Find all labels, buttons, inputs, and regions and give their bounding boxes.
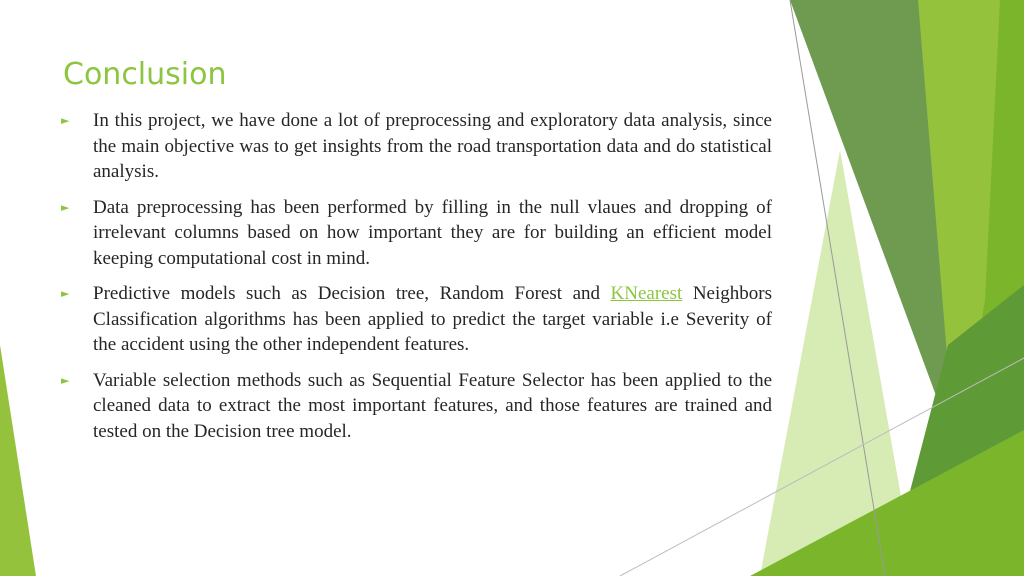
bullet-text: In this project, we have done a lot of preprocessing and exploratory data analysis, since the main objective was to get insights from the road transportation data and do statistical analysis. <box>93 110 772 182</box>
bullet-item-2 <box>58 195 772 272</box>
arrow-bullet-icon: ► <box>61 200 70 214</box>
arrow-bullet-icon: ► <box>61 114 70 127</box>
arrow-bullet-icon: ► <box>61 373 70 387</box>
left-edge-stripe <box>0 345 36 576</box>
slide-title: Conclusion <box>63 57 227 92</box>
bullet-text-before-link: Predictive models such as Decision tree, Random Forest and <box>93 283 611 304</box>
bullet-item-3 <box>58 281 772 358</box>
bullet-item-4 <box>58 368 772 445</box>
arrow-bullet-icon: ► <box>61 287 70 300</box>
bullet-text: Variable selection methods such as Sequential Feature Selector has been applied to the cleaned data to extract the most important features, and those features are trained and tested on the Decision tree model. <box>93 369 772 442</box>
bullet-list <box>58 108 772 454</box>
knearest-link[interactable]: KNearest <box>610 283 683 304</box>
bullet-text-after-link: Neighbors Classification algorithms has been applied to predict the target variable i.e Severity of the accident using the other independent features. <box>93 283 772 355</box>
bullet-text: Data preprocessing has been performed by filling in the null vlaues and dropping of irrelevant columns based on how important they are for building an efficient model keeping computational cost in mind. <box>93 196 772 269</box>
bullet-item-1 <box>58 108 772 185</box>
